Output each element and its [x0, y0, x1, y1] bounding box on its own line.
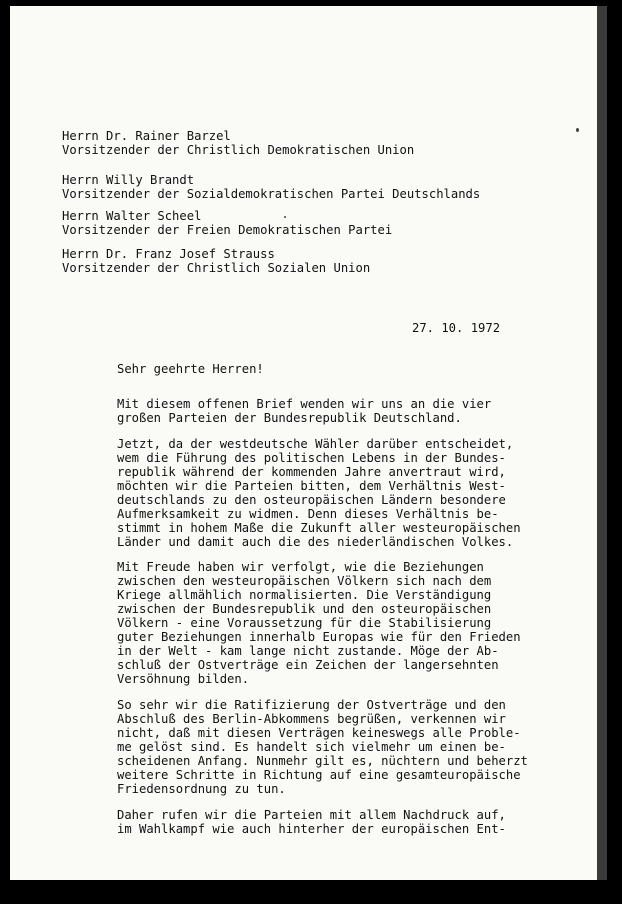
paragraph-line: me gelöst sind. Es handelt sich vielmehr um einen be-	[117, 740, 506, 754]
paragraph-line: großen Parteien der Bundesrepublik Deutschland.	[117, 411, 462, 425]
letter-body	[10, 6, 597, 880]
scan-speck	[576, 128, 579, 132]
addressee-4-name: Herrn Dr. Franz Josef Strauss	[62, 247, 275, 261]
paragraph-line: Jetzt, da der westdeutsche Wähler darüber entscheidet,	[117, 437, 514, 451]
paragraph-line: Mit diesem offenen Brief wenden wir uns an die vier	[117, 397, 492, 411]
addressee-2-name: Herrn Willy Brandt	[62, 173, 195, 187]
paragraph-line: im Wahlkampf wie auch hinterher der europäischen Ent-	[117, 822, 506, 836]
paragraph-line: stimmt in hohem Maße die Zukunft aller westeuropäischen	[117, 521, 521, 535]
paragraph-line: Friedensordnung zu tun.	[117, 782, 286, 796]
paragraph-line: in der Welt - kam lange nicht zustande. Möge der Ab-	[117, 644, 499, 658]
paragraph-line: nicht, daß mit diesen Verträgen keineswegs alle Proble-	[117, 726, 521, 740]
addressee-3-title: Vorsitzender der Freien Demokratischen Partei	[62, 223, 393, 237]
paragraph-line: Mit Freude haben wir verfolgt, wie die Beziehungen	[117, 560, 484, 574]
paragraph-line: möchten wir die Parteien bitten, dem Verhältnis West-	[117, 479, 506, 493]
paragraph-line: Kriege allmählich normalisierten. Die Verständigung	[117, 588, 492, 602]
addressee-2-title: Vorsitzender der Sozialdemokratischen Partei Deutschlands	[62, 187, 481, 201]
paragraph-line: Versöhnung bilden.	[117, 672, 250, 686]
paragraph-line: schluß der Ostverträge ein Zeichen der langersehnten	[117, 658, 499, 672]
paragraph-line: guter Beziehungen innerhalb Europas wie für den Frieden	[117, 630, 521, 644]
addressee-3-name: Herrn Walter Scheel	[62, 209, 202, 223]
page-edge-shadow	[597, 6, 607, 880]
paragraph-line: weitere Schritte in Richtung auf eine gesamteuropäische	[117, 768, 521, 782]
paragraph-line: Daher rufen wir die Parteien mit allem Nachdruck auf,	[117, 808, 506, 822]
paragraph-line: Aufmerksamkeit zu widmen. Denn dieses Verhältnis be-	[117, 507, 499, 521]
paragraph-line: deutschlands zu den osteuropäischen Ländern besondere	[117, 493, 506, 507]
paragraph-line: zwischen der Bundesrepublik und den osteuropäischen	[117, 602, 492, 616]
salutation: Sehr geehrte Herren!	[117, 362, 264, 376]
paragraph-line: Abschluß des Berlin-Abkommens begrüßen, verkennen wir	[117, 712, 506, 726]
addressee-1-title: Vorsitzender der Christlich Demokratischen Union	[62, 143, 415, 157]
letter-page	[10, 6, 597, 880]
paragraph-line: republik während der kommenden Jahre anvertraut wird,	[117, 465, 506, 479]
paragraph-line: So sehr wir die Ratifizierung der Ostverträge und den	[117, 698, 506, 712]
addressee-4-title: Vorsitzender der Christlich Sozialen Union	[62, 261, 371, 275]
paragraph-line: zwischen den westeuropäischen Völkern sich nach dem	[117, 574, 492, 588]
letter-date: 27. 10. 1972	[412, 321, 501, 335]
paragraph-line: scheidenen Anfang. Nunmehr gilt es, nüchtern und beherzt	[117, 754, 528, 768]
paragraph-line: wem die Führung des politischen Lebens in der Bundes-	[117, 451, 506, 465]
addressee-1-name: Herrn Dr. Rainer Barzel	[62, 129, 231, 143]
paragraph-line: Länder und damit auch die des niederländischen Volkes.	[117, 535, 514, 549]
paragraph-line: Völkern - eine Voraussetzung für die Stabilisierung	[117, 616, 492, 630]
scan-speck	[284, 216, 286, 218]
